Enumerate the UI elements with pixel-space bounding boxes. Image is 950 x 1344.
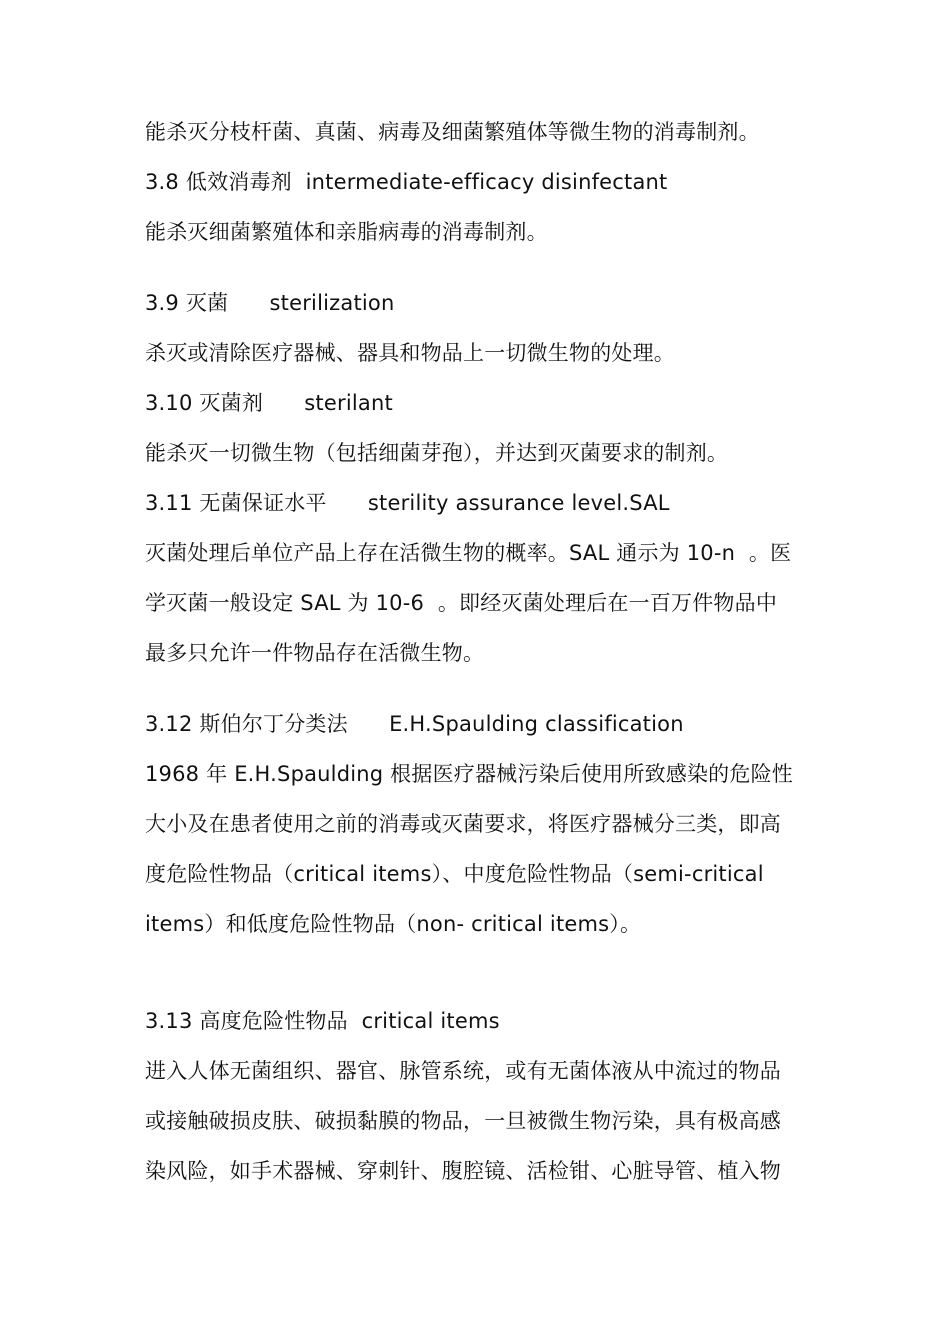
section-heading: 3.12 斯伯尔丁分类法 E.H.Spaulding classification [145,712,684,736]
text-line: 或接触破损皮肤、破损黏膜的物品，一旦被微生物污染，具有极高感 [145,1109,781,1133]
text-line: 能杀灭一切微生物（包括细菌芽孢），并达到灭菌要求的制剂。 [145,441,729,465]
text-line: 灭菌处理后单位产品上存在活微生物的概率。SAL 通示为 10-n 。医 [145,541,792,565]
text-line: 杀灭或清除医疗器械、器具和物品上一切微生物的处理。 [145,341,675,365]
text-line: 染风险，如手术器械、穿刺针、腹腔镜、活检钳、心脏导管、植入物 [145,1159,781,1183]
text-line: 进入人体无菌组织、器官、脉管系统，或有无菌体液从中流过的物品 [145,1059,781,1083]
text-line: 大小及在患者使用之前的消毒或灭菌要求，将医疗器械分三类，即高 [145,812,781,836]
section-heading: 3.11 无菌保证水平 sterility assurance level.SAL [145,491,670,515]
text-line: 能杀灭分枝杆菌、真菌、病毒及细菌繁殖体等微生物的消毒制剂。 [145,120,760,144]
section-heading: 3.8 低效消毒剂 intermediate-efficacy disinfectant [145,170,668,194]
section-heading: 3.13 高度危险性物品 critical items [145,1009,500,1033]
text-line: 学灭菌一般设定 SAL 为 10-6 。即经灭菌处理后在一百万件物品中 [145,591,778,615]
text-line: 1968 年 E.H.Spaulding 根据医疗器械污染后使用所致感染的危险性 [145,762,793,786]
text-line: 度危险性物品（critical items）、中度危险性物品（semi-critical [145,862,764,886]
text-line: 能杀灭细菌繁殖体和亲脂病毒的消毒制剂。 [145,220,548,244]
text-line: 最多只允许一件物品存在活微生物。 [145,641,485,665]
section-heading: 3.10 灭菌剂 sterilant [145,391,393,415]
section-heading: 3.9 灭菌 sterilization [145,291,395,315]
text-line: items）和低度危险性物品（non- critical items）。 [145,912,642,936]
